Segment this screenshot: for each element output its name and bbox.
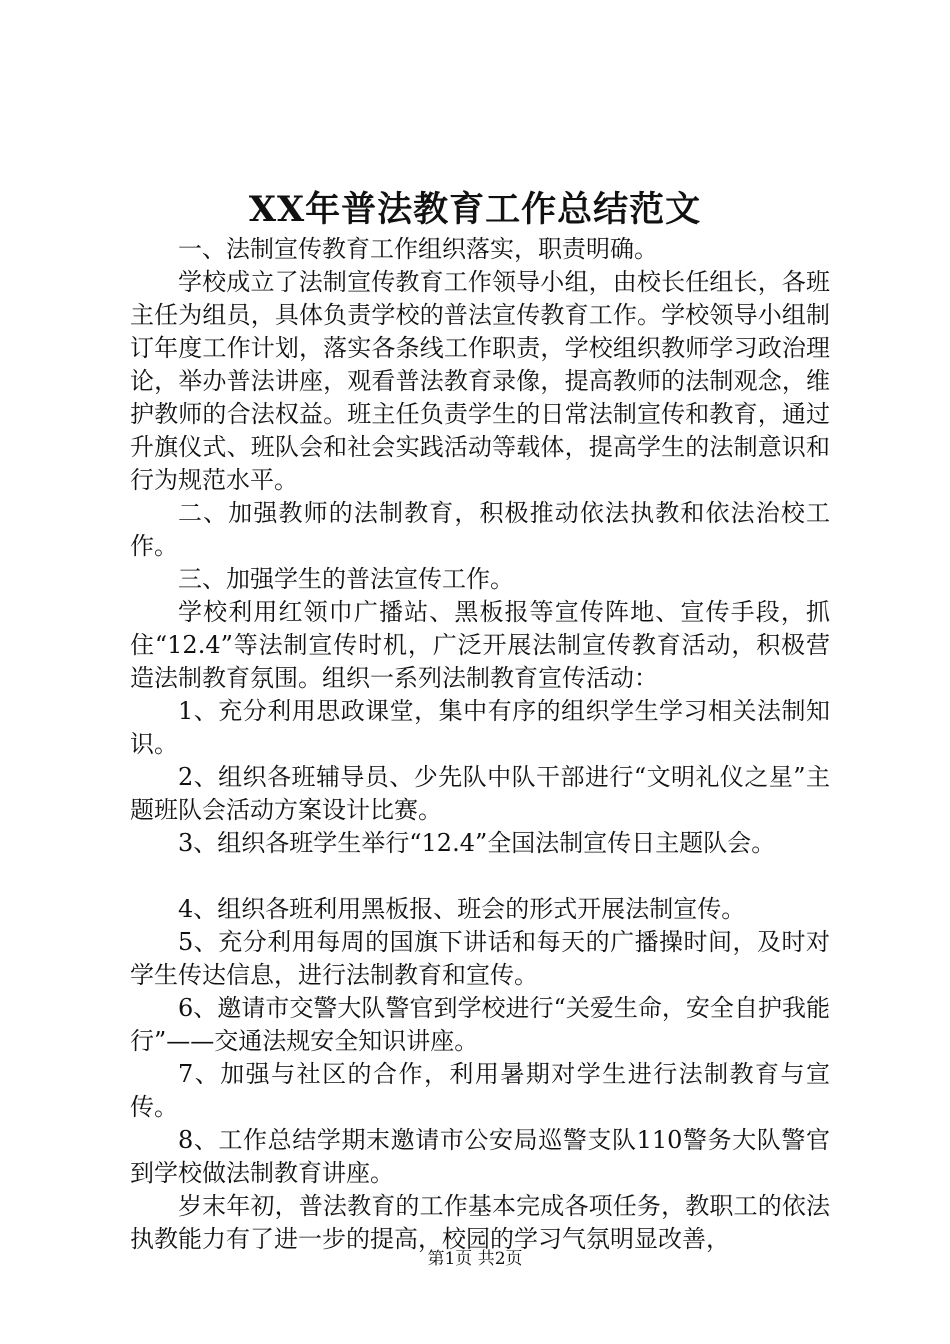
paragraph: 5、充分利用每周的国旗下讲话和每天的广播操时间，及时对学生传达信息，进行法制教育和宣传。 (130, 928, 830, 989)
paragraph: 学校利用红领巾广播站、黑板报等宣传阵地、宣传手段，抓住“12.4”等法制宣传时机，广泛开展法制宣传教育活动，积极营造法制教育氛围。组织一系列法制教育宣传活动： (130, 598, 830, 692)
paragraph: 二、加强教师的法制教育，积极推动依法执教和依法治校工作。 (130, 499, 830, 560)
paragraph: 2、组织各班辅导员、少先队中队干部进行“文明礼仪之星”主题班队会活动方案设计比赛。 (130, 763, 830, 824)
page-number: 第1页 共2页 (427, 1249, 523, 1269)
paragraph: 4、组织各班利用黑板报、班会的形式开展法制宣传。 (178, 895, 746, 923)
paragraph: 岁末年初，普法教育的工作基本完成各项任务，教职工的依法执教能力有了进一步的提高，校园的学习气氛明显改善， (130, 1192, 830, 1253)
paragraph: 学校成立了法制宣传教育工作领导小组，由校长任组长，各班主任为组员，具体负责学校的普法宣传教育工作。学校领导小组制订年度工作计划，落实各条线工作职责，学校组织教师学习政治理论，举办普法讲座，观看普法教育录像，提高教师的法制观念，维护教师的合法权益。班主任负责学生的日常法制宣传和教育，通过升旗仪式、班队会和社会实践活动等载体，提高学生的法制意识和行为规范水平。 (130, 268, 830, 494)
document-title: XX年普法教育工作总结范文 (248, 189, 702, 230)
paragraph: 3、组织各班学生举行“12.4”全国法制宣传日主题队会。 (178, 829, 776, 857)
paragraph: 三、加强学生的普法宣传工作。 (178, 565, 514, 593)
document-body (130, 233, 830, 1256)
paragraph: 1、充分利用思政课堂，集中有序的组织学生学习相关法制知识。 (130, 697, 830, 758)
paragraph: 一、法制宣传教育工作组织落实，职责明确。 (178, 235, 658, 263)
paragraph: 6、邀请市交警大队警官到学校进行“关爱生命，安全自护我能行”——交通法规安全知识讲座。 (130, 994, 830, 1055)
paragraph: 7、加强与社区的合作，利用暑期对学生进行法制教育与宣传。 (130, 1060, 830, 1121)
paragraph: 8、工作总结学期末邀请市公安局巡警支队110警务大队警官到学校做法制教育讲座。 (130, 1126, 830, 1187)
